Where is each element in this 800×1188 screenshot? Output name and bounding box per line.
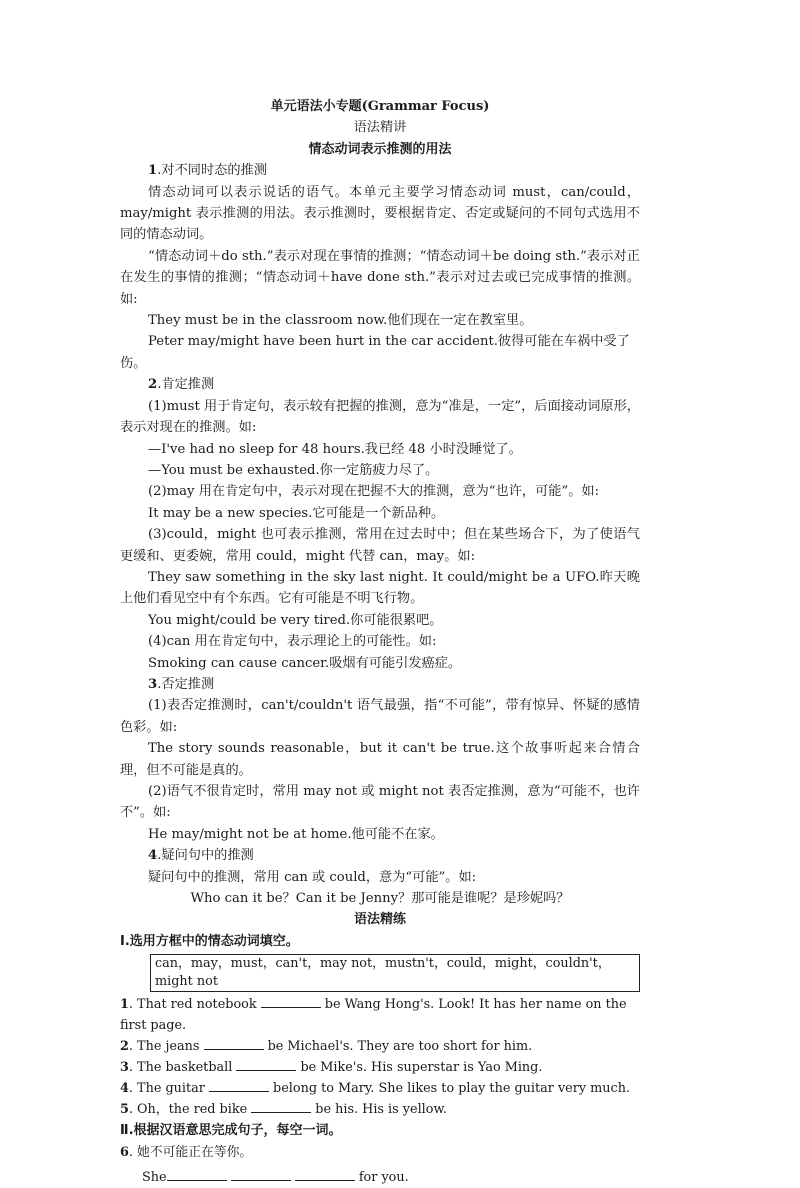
answer-blank[interactable] [204,1037,264,1050]
paragraph-2: “情态动词＋do sth.”表示对现在事情的推测；“情态动词＋be doing sth.”表示对正在发生的事情的推测；“情态动词＋have done sth.”表示对过去或已完成事情的推测。如: [120,248,640,307]
question-4: 4. The guitar belong to Mary. She likes to play the guitar very much. [120,1081,631,1097]
example-11: Who can it be？Can it be Jenny？那可能是谁呢？是珍妮吗？ [190,891,570,907]
paragraph-9: 疑问句中的推测，常用 can 或 could，意为“可能”。如: [148,869,477,885]
question-6: 6. 她不可能正在等你。 [120,1144,253,1160]
answer-blank[interactable] [209,1079,269,1092]
practice-heading: 语法精练 [353,912,406,928]
example-7: You might/could be very tired.你可能很累吧。 [148,612,443,628]
section-4-heading: 4.疑问句中的推测 [148,848,254,864]
example-8: Smoking can cause cancer.吸烟有可能引发癌症。 [148,655,462,671]
question-3: 3. The basketball be Mike's. His superstar is Yao Ming. [120,1060,543,1076]
answer-blank[interactable] [295,1168,355,1181]
word-box: can，may，must，can't，may not，mustn't，could，might，couldn't，might not [150,954,640,992]
section-1-heading: 1.对不同时态的推测 [148,163,267,179]
example-9: The story sounds reasonable，but it can't be true.这个故事听起来合情合理，但不可能是真的。 [120,741,640,778]
example-3: —I've had no sleep for 48 hours.我已经 48 小时没睡觉了。 [148,441,522,457]
answer-blank[interactable] [251,1100,311,1113]
part-1-heading: Ⅰ.选用方框中的情态动词填空。 [120,933,299,949]
example-5: It may be a new species.它可能是一个新品种。 [148,505,445,521]
part-2-heading: Ⅱ.根据汉语意思完成句子，每空一词。 [120,1123,342,1139]
answer-blank[interactable] [261,995,321,1008]
paragraph-5: (3)could，might 也可表示推测，常用在过去时中；但在某些场合下，为了使语气更缓和、更委婉，常用 could，might 代替 can，may。如: [120,527,640,564]
example-6: They saw something in the sky last night. It could/might be a UFO.昨天晚上他们看见空中有个东西。它有可能是不明飞行物。 [120,569,640,607]
answer-blank[interactable] [236,1058,296,1071]
section-3-heading: 3.否定推测 [148,676,215,692]
example-1: They must be in the classroom now.他们现在一定在教室里。 [148,313,533,329]
topic-heading: 情态动词表示推测的用法 [308,141,452,157]
question-2: 2. The jeans be Michael's. They are too short for him. [120,1039,533,1055]
example-10: He may/might not be at home.他可能不在家。 [148,826,444,842]
page-title: 单元语法小专题(Grammar Focus) [270,99,490,114]
example-2: Peter may/might have been hurt in the car accident.彼得可能在车祸中受了伤。 [120,334,630,371]
paragraph-4: (2)may 用在肯定句中，表示对现在把握不大的推测，意为“也许，可能”。如: [148,484,600,500]
page-subtitle: 语法精讲 [353,120,407,136]
paragraph-8: (2)语气不很肯定时，常用 may not 或 might not 表否定推测，意为“可能不，也许不”。如: [120,784,640,821]
question-1: 1. That red notebook be Wang Hong's. Look! It has her name on the first page. [120,997,627,1034]
section-2-heading: 2.肯定推测 [148,377,215,393]
question-5: 5. Oh，the red bike be his. His is yellow. [120,1102,447,1118]
answer-blank[interactable] [231,1168,291,1181]
paragraph-6: (4)can 用在肯定句中，表示理论上的可能性。如: [148,634,437,650]
answer-blank[interactable] [167,1168,227,1181]
question-6-sentence: She for you. [142,1169,409,1185]
example-4: —You must be exhausted.你一定筋疲力尽了。 [148,462,439,478]
paragraph-3: (1)must 用于肯定句，表示较有把握的推测，意为“准是，一定”，后面接动词原形，表示对现在的推测。如: [120,398,640,436]
paragraph-7: (1)表否定推测时，can't/couldn't 语气最强，指“不可能”，带有惊异、怀疑的感情色彩。如: [120,698,640,735]
paragraph-1: 情态动词可以表示说话的语气。本单元主要学习情态动词 must，can/could，may/might 表示推测的用法。表示推测时，要根据肯定、否定或疑问的不同句式选用不同的情态动词。 [120,184,640,243]
